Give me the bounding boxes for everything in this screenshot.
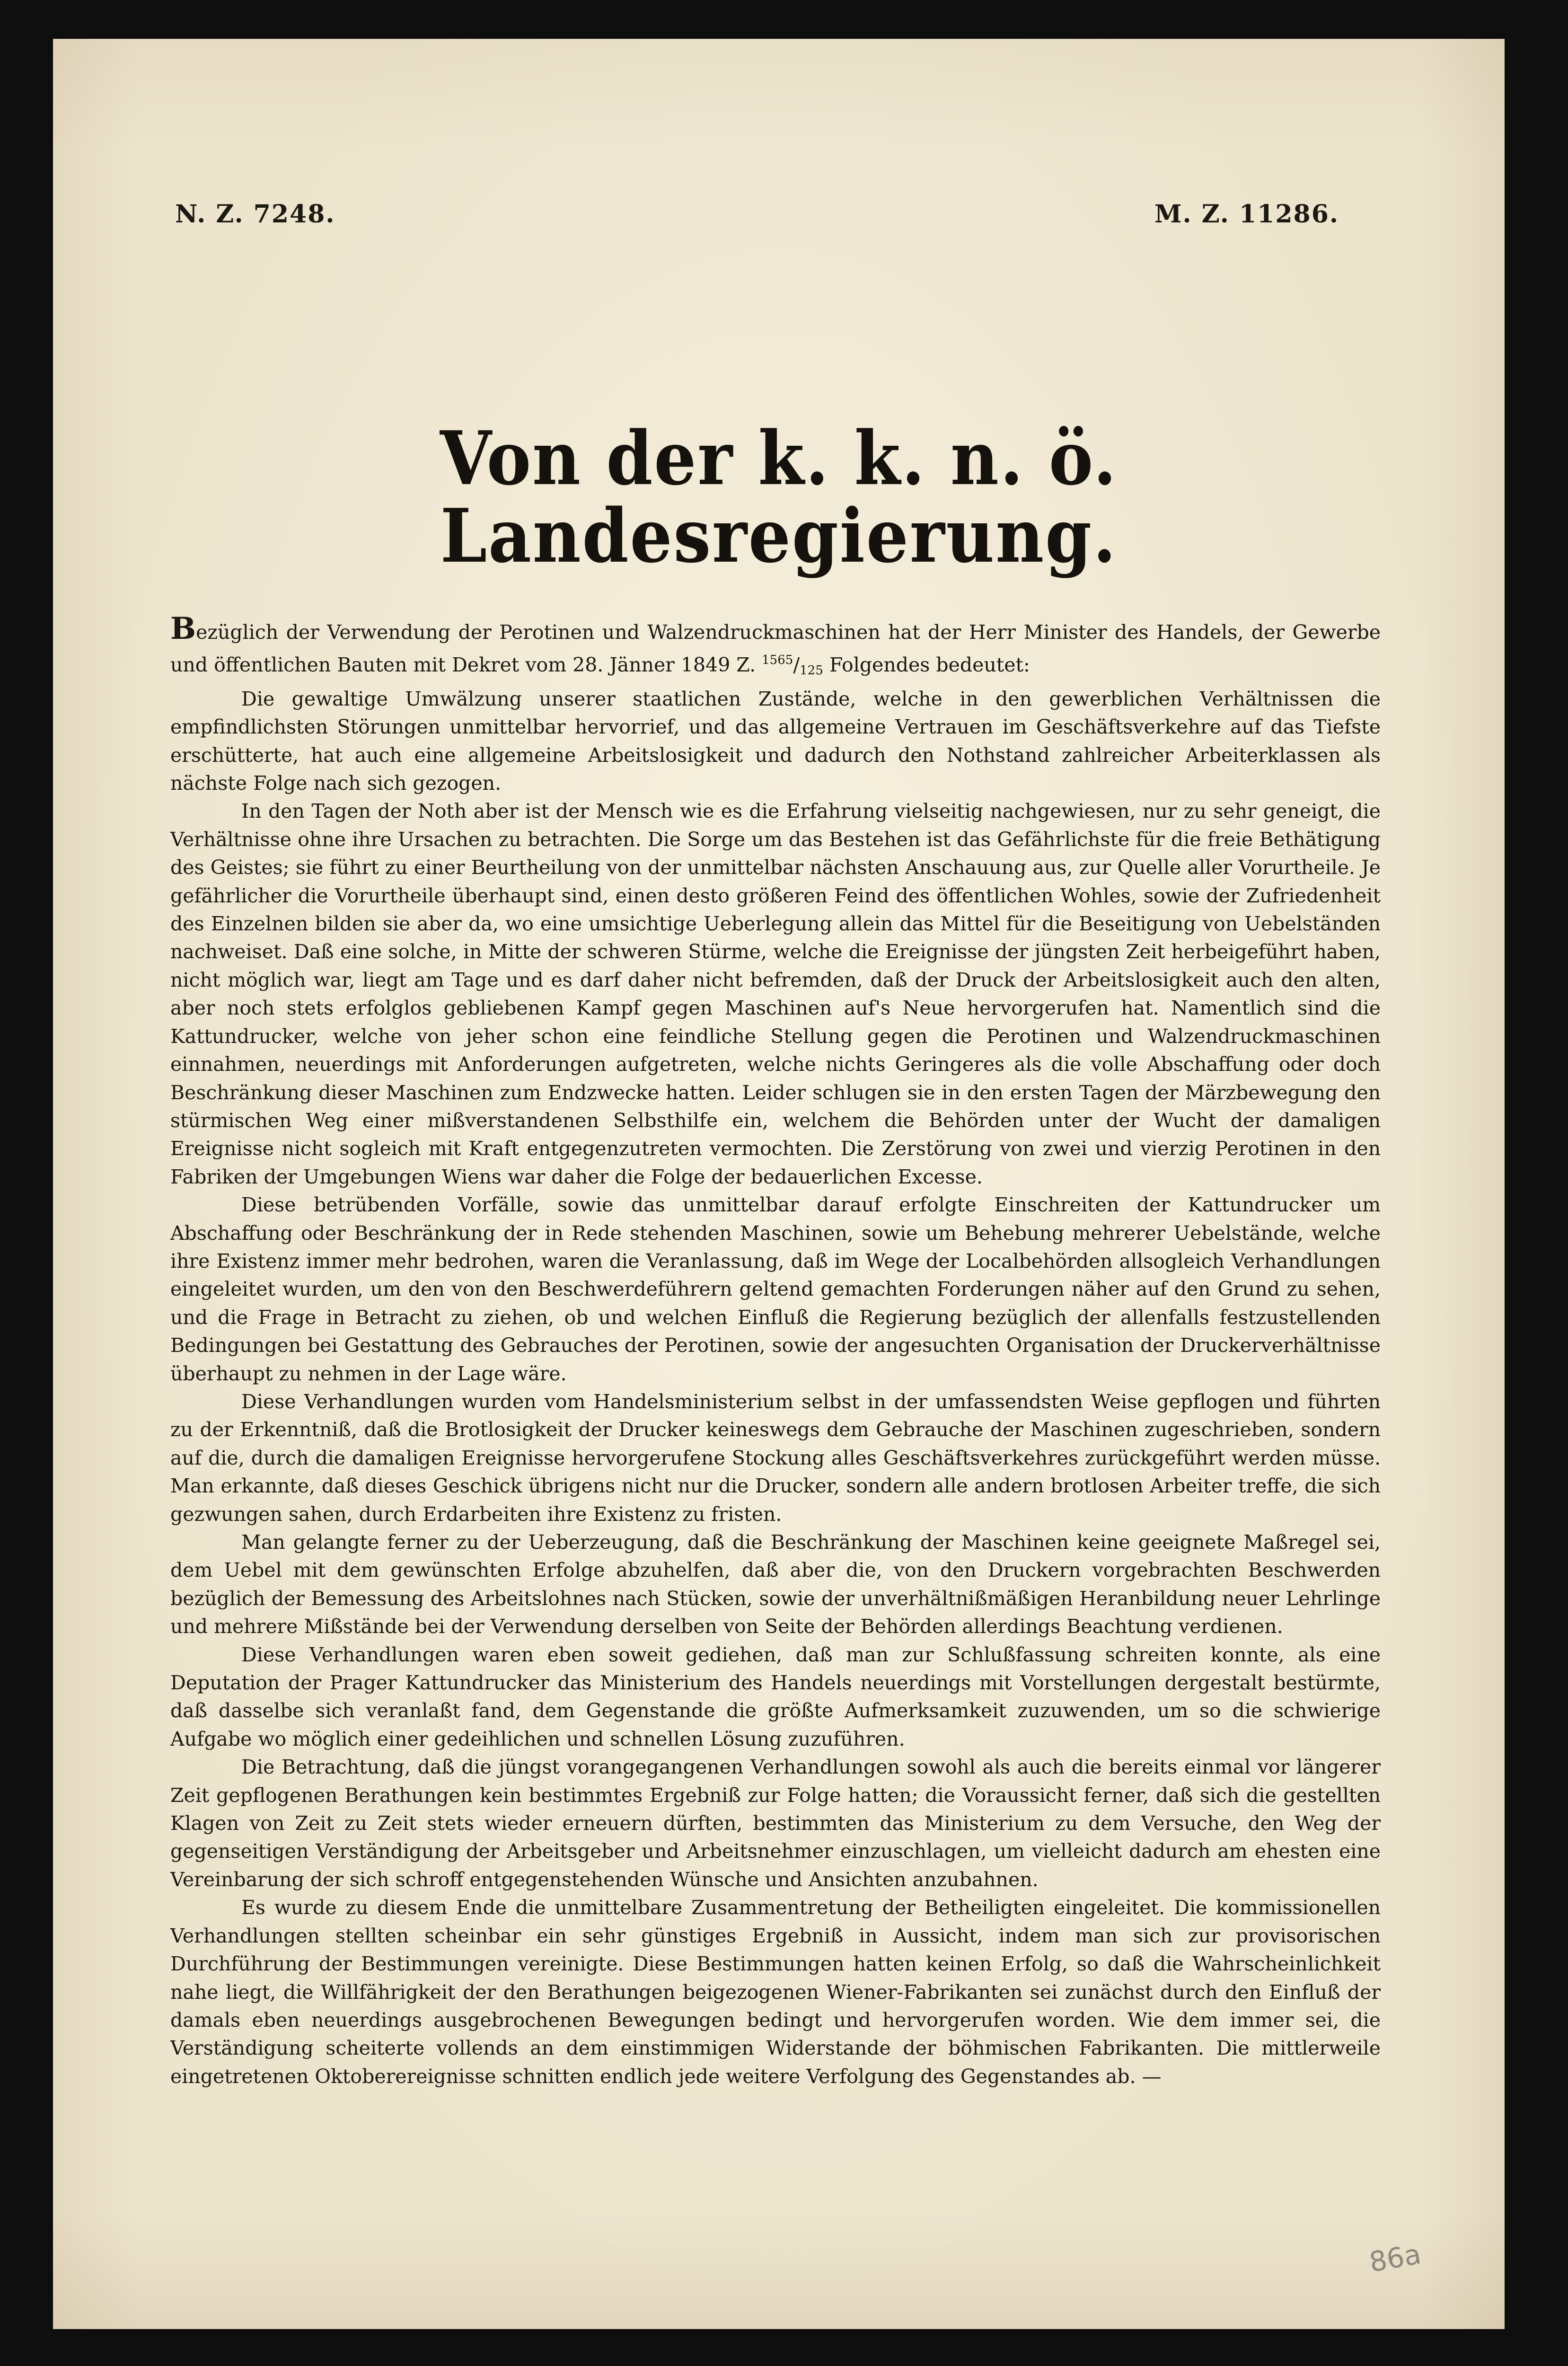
intro-text-a: ezüglich der Verwendung der Perotinen und Walzendruckmaschinen hat der Herr Minister des Handels, der Gewerbe und öffentlichen Bauten mit Dekret vom 28. Jänner 1849 Z. [170,621,1381,677]
paragraph-3: Diese betrübenden Vorfälle, sowie das unmittelbar darauf erfolgte Einschreiten der Kattundrucker um Abschaffung oder Beschränkung der in Rede stehenden Maschinen, sowie um Behebung mehrerer Uebelstände, welche ihre Existenz immer mehr bedrohen, waren die Veranlassung, daß im Wege der Localbehörden allsogleich Verhandlungen eingeleitet wurden, um den von den Beschwerdeführern geltend gemachten Forderungen näher auf den Grund zu sehen, und die Frage in Betracht zu ziehen, ob und welchen Einfluß die Regierung bezüglich der allenfalls festzustellenden Bedingungen bei Gestattung des Gebrauches der Perotinen, sowie der angesuchten Organisation der Druckerverhältnisse überhaupt zu nehmen in der Lage wäre. [170,1193,1381,1385]
paragraph-5: Man gelangte ferner zu der Ueberzeugung, daß die Beschränkung der Maschinen keine geeignete Maßregel sei, dem Uebel mit dem gewünschten Erfolge abzuhelfen, daß aber die, von den Druckern vorgebrachten Beschwerden bezüglich der Bemessung des Arbeitslohnes nach Stücken, sowie der unverhältnißmäßigen Heranbildung neuer Lehrlinge und mehrere Mißstände bei der Verwendung derselben von Seite der Behörden allerdings Beachtung verdienen. [170,1531,1381,1638]
paragraph-1: Die gewaltige Umwälzung unserer staatlichen Zustände, welche in den gewerblichen Verhältnissen die empfindlichsten Störungen unmittelbar hervorrief, und das allgemeine Vertrauen im Geschäftsverkehre auf das Tiefste erschütterte, hat auch eine allgemeine Arbeitslosigkeit und dadurch den Nothstand zahlreicher Arbeiterklassen als nächste Folge nach sich gezogen. [170,687,1381,795]
document-body [170,611,1381,2091]
fraction-denominator: 125 [800,663,823,678]
initial-letter: B [170,611,196,646]
paragraph-6: Diese Verhandlungen waren eben soweit gediehen, daß man zur Schlußfassung schreiten konnte, als eine Deputation der Prager Kattundrucker das Ministerium des Handels neuerdings mit Vorstellungen dergestalt bestürmte, daß dasselbe sich veranlaßt fand, dem Gegenstande die größte Aufmerksamkeit zuzuwenden, um so die schwierige Aufgabe wo möglich einer gedeihlichen und schnellen Lösung zuzuführen. [170,1643,1381,1750]
fraction-numerator: 1565 [762,653,793,668]
reference-number-right: M. Z. 11286. [1154,200,1339,229]
paragraph-2: In den Tagen der Noth aber ist der Mensch wie es die Erfahrung vielseitig nachgewiesen, nur zu sehr geneigt, die Verhältnisse ohne ihre Ursachen zu betrachten. Die Sorge um das Bestehen ist das Gefährlichste für die freie Bethätigung des Geistes; sie führt zu einer Beurtheilung von der unmittelbar nächsten Anschauung aus, zur Quelle aller Vorurtheile. Je gefährlicher die Vorurtheile überhaupt sind, einen desto größeren Feind des öffentlichen Wohles, sowie der Zufriedenheit des Einzelnen bilden sie aber da, wo eine umsichtige Ueberlegung allein das Mittel für die Beseitigung von Uebelständen nachweiset. Daß eine solche, in Mitte der schweren Stürme, welche die Ereignisse der jüngsten Zeit herbeigeführt haben, nicht möglich war, liegt am Tage und es darf daher nicht befremden, daß der Druck der Arbeitslosigkeit auch den alten, aber noch stets erfolglos gebliebenen Kampf gegen Maschinen auf's Neue hervorgerufen hat. Namentlich sind die Kattundrucker, welche von jeher schon eine feindliche Stellung gegen die Perotinen und Walzendruckmaschinen einnahmen, neuerdings mit Anforderungen aufgetreten, welche nichts Geringeres als die volle Abschaffung oder doch Beschränkung dieser Maschinen zum Endzwecke hatten. Leider schlugen sie in den ersten Tagen der Märzbewegung den stürmischen Weg einer mißverstandenen Selbsthilfe ein, welchem die Behörden unter der Wucht der damaligen Ereignisse nicht sogleich mit Kraft entgegenzutreten vermochten. Die Zerstörung von zwei und vierzig Perotinen in den Fabriken der Umgebungen Wiens war daher die Folge der bedauerlichen Excesse. [170,800,1381,1188]
reference-number-left: N. Z. 7248. [175,200,335,229]
intro-text-b: Folgendes bedeutet: [823,653,1030,677]
paragraph-8: Es wurde zu diesem Ende die unmittelbare Zusammentretung der Betheiligten eingeleitet. Die kommissionellen Verhandlungen stellten scheinbar ein sehr günstiges Ergebniß in Aussicht, indem man sich zur provisorischen Durchführung der Bestimmungen vereinigte. Diese Bestimmungen hatten keinen Erfolg, so daß die Wahrscheinlichkeit nahe liegt, die Willfährigkeit der den Berathungen beigezogenen Wiener-Fabrikanten sei zunächst durch den Einfluß der damals eben neuerdings ausgebrochenen Bewegungen bedingt und hervorgerufen worden. Wie dem immer sei, die Verständigung scheiterte vollends an dem einstimmigen Widerstande der böhmischen Fabrikanten. Die mittlerweile eingetretenen Oktoberereignisse schnitten endlich jede weitere Verfolgung des Gegenstandes ab. — [170,1896,1381,2088]
paragraph-7: Die Betrachtung, daß die jüngst vorangegangenen Verhandlungen sowohl als auch die bereits einmal vor längerer Zeit gepflogenen Berathungen kein bestimmtes Ergebniß zur Folge hatten; die Voraussicht ferner, daß sich die gestellten Klagen von Zeit zu Zeit stets wieder erneuern dürften, bestimmten das Ministerium zu dem Versuche, den Weg der gegenseitigen Verständigung der Arbeitsgeber und Arbeitsnehmer einzuschlagen, um vielleicht dadurch am ehesten eine Vereinbarung der sich schroff entgegenstehenden Wünsche und Ansichten anzubahnen. [170,1756,1381,1891]
page-title: Von der k. k. n. ö. Landesregierung. [440,415,1118,579]
intro-paragraph: Bezüglich der Verwendung der Perotinen und Walzendruckmaschinen hat der Herr Minister des Handels, der Gewerbe und öffentlichen Bauten mit Dekret vom 28. Jänner 1849 Z. $^{1565}/_{125}$ Folgendes bedeutet: [170,611,1381,678]
paragraph-4: Diese Verhandlungen wurden vom Handelsministerium selbst in der umfassendsten Weise gepflogen und führten zu der Erkenntniß, daß die Brotlosigkeit der Drucker keineswegs dem Gebrauche der Maschinen zugeschrieben, sondern auf die, durch die damaligen Ereignisse hervorgerufene Stockung alles Geschäftsverkehres zurückgeführt werden müsse. Man erkannte, daß dieses Geschick übrigens nicht nur die Drucker, sondern alle andern brotlosen Arbeiter treffe, die sich gezwungen sahen, durch Erdarbeiten ihre Existenz zu fristen. [170,1390,1381,1526]
document-page [53,39,1505,2329]
archive-pencil-note: 86a [1366,2238,1424,2278]
